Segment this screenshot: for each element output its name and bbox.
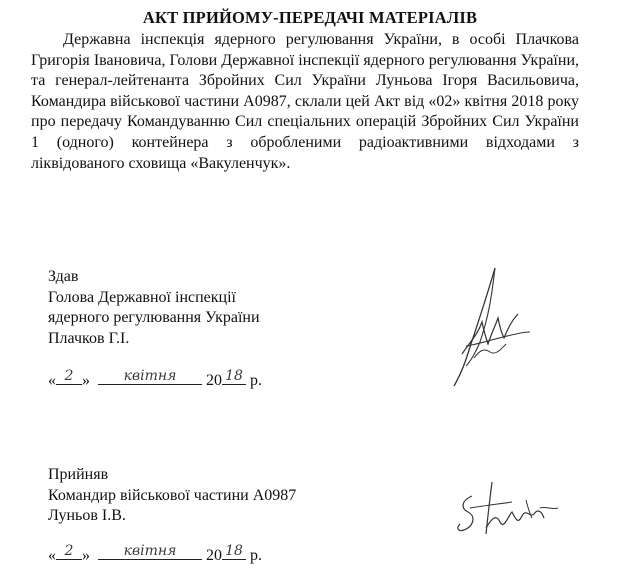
signature-stroke (540, 507, 558, 508)
date-year-field (222, 544, 246, 560)
received-date (48, 544, 262, 568)
signature-stroke (470, 502, 512, 508)
received-name: Луньов І.В. (48, 507, 126, 525)
date-open-quote: « (48, 372, 56, 389)
date-year-handwritten: 18 (225, 543, 243, 559)
date-year-prefix: 20 (206, 372, 222, 389)
handed-over-position-line1: Голова Державної інспекції (48, 288, 236, 306)
date-month-handwritten: квітня (123, 543, 177, 559)
received-label: Прийняв (48, 466, 109, 483)
date-day-field (56, 544, 82, 560)
document-body (31, 30, 579, 174)
signature-lunyov (452, 478, 567, 548)
date-month-field (98, 544, 202, 560)
date-day-handwritten: 2 (64, 543, 74, 559)
signature-stroke (458, 496, 473, 531)
handed-over-block (48, 267, 260, 349)
date-year-handwritten: 18 (225, 368, 243, 384)
date-year-field (222, 369, 246, 385)
date-day-field (56, 369, 82, 385)
date-close-quote: » (82, 547, 90, 564)
date-year-unit: р. (250, 372, 262, 389)
signature-stroke (486, 511, 544, 528)
handed-over-label: Здав (48, 268, 79, 285)
handed-over-date (48, 369, 262, 393)
document-title: АКТ ПРИЙОМУ-ПЕРЕДАЧІ МАТЕРІАЛІВ (142, 8, 478, 27)
date-month-handwritten: квітня (123, 368, 177, 384)
date-day-handwritten: 2 (64, 368, 74, 384)
date-year-unit: р. (250, 547, 262, 564)
date-month-field (98, 369, 202, 385)
received-position-line1: Командир військової частини А0987 (48, 486, 297, 504)
signature-stroke (454, 268, 495, 386)
signature-stroke (462, 314, 518, 354)
received-block (48, 465, 296, 527)
date-close-quote: » (82, 372, 90, 389)
date-year-prefix: 20 (206, 547, 222, 564)
handed-over-position-line2: ядерного регулювання України (48, 309, 260, 327)
handed-over-name: Плачков Г.І. (48, 329, 130, 347)
signature-plachkov (440, 262, 540, 392)
signature-stroke (526, 500, 532, 518)
date-open-quote: « (48, 547, 56, 564)
body-paragraph: Державна інспекція ядерного регулювання України, в особі Плачкова Григорія Івановича, Голови Державної інспекції ядерного регулювання України, та генерал-лейтенанта Збройних Сил України Луньова Ігоря Васильовича, Командира військової частини А0987, склали цей Акт від «02» квітня 2018 року про передачу Командуванню Сил спеціальних операцій Збройних Сил України 1 (одного) контейнера з обробленими радіоактивними відходами з ліквідованого сховища «Вакуленчук». (31, 31, 579, 172)
